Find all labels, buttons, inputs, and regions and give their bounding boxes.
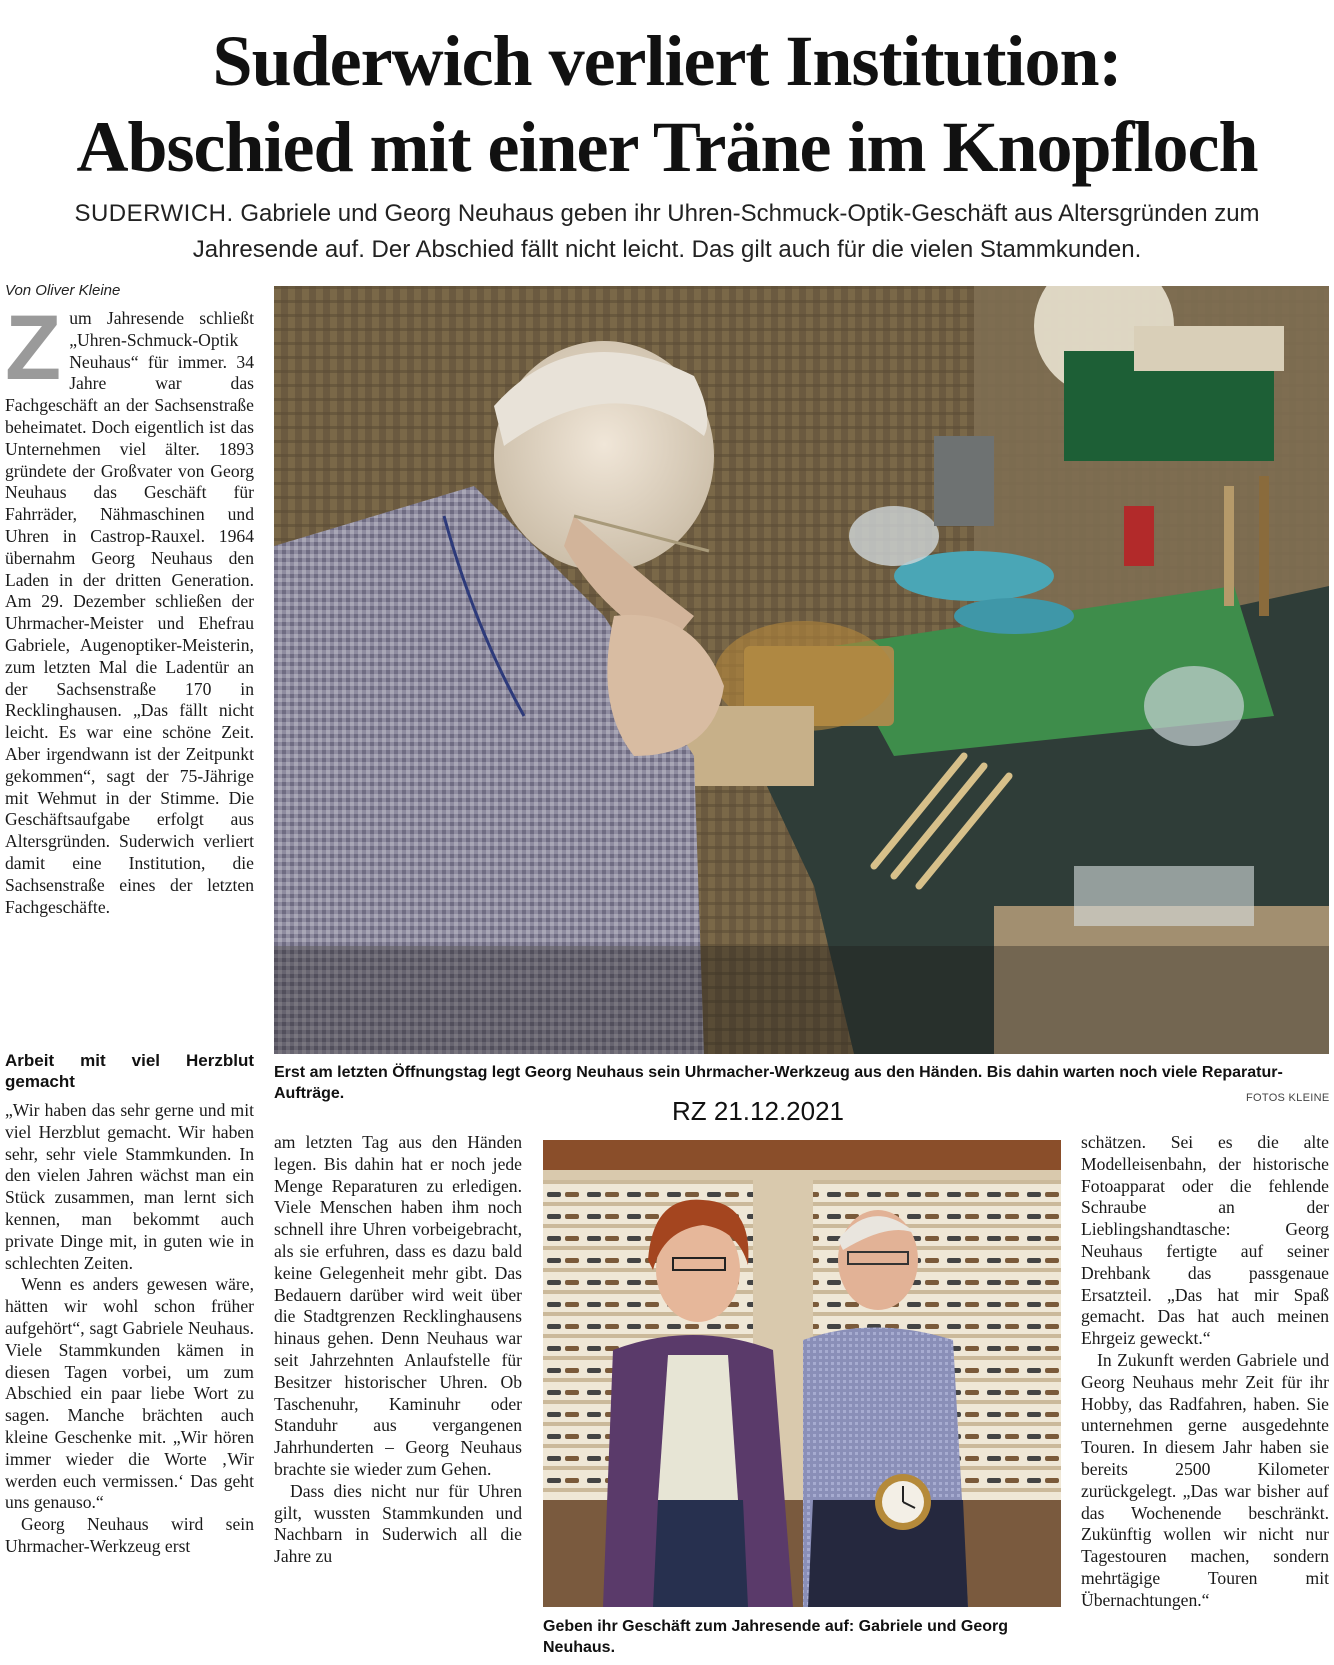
- photo-couple-image: [543, 1140, 1061, 1607]
- teaser-place: SUDERWICH.: [74, 200, 234, 227]
- date-stamp: RZ 21.12.2021: [672, 1096, 845, 1126]
- paragraph: am letzten Tag aus den Händen legen. Bis dahin hat er noch jede Menge Reparaturen zu erledigen. Viele Menschen haben ihm noch schnell ihre Uhren vorbeigebracht, als sie erfuhren, dass es dazu bald keine Gelegenheit mehr gibt. Das Bedauern darüber wird weit über die Stadtgrenzen Recklinghausens hinaus gehen. Denn Neuhaus war seit Jahrzehnten Anlaufstelle für Besitzer historischer Uhren. Ob Taschenuhr, Kaminuhr oder Standuhr aus vergangenen Jahrhunderten – Georg Neuhaus brachte sie wieder zum Gehen.: [274, 1132, 522, 1479]
- byline: Von Oliver Kleine: [5, 282, 121, 299]
- photo-watchmaker-caption: Erst am letzten Öffnungstag legt Georg Neuhaus sein Uhrmacher-Werkzeug aus den Händen. Bis dahin warten noch viele Reparatur-Aufträge.: [274, 1064, 1283, 1102]
- drop-cap: Z: [5, 297, 62, 399]
- headline-line-1: Suderwich verliert Institution:: [212, 21, 1122, 101]
- teaser-text: Gabriele und Georg Neuhaus geben ihr Uhren-Schmuck-Optik-Geschäft aus Altersgründen zum Jahresende auf. Der Abschied fällt nicht leicht. Das gilt auch für die vielen Stammkunden.: [192, 200, 1260, 263]
- article-column-1: [5, 1050, 254, 1558]
- headline: [0, 18, 1334, 190]
- subhead: Arbeit mit viel Herzblut gemacht: [5, 1051, 254, 1091]
- photo-credit: FOTOS KLEINE: [1246, 1092, 1330, 1104]
- paragraph: Dass dies nicht nur für Uhren gilt, wussten Stammkunden und Nachbarn in Suderwich all die Jahre zu: [274, 1480, 522, 1567]
- article-column-2: [274, 1132, 522, 1568]
- paragraph: Georg Neuhaus wird sein Uhrmacher-Werkzeug erst: [5, 1514, 254, 1556]
- photo-couple: [543, 1140, 1061, 1607]
- photo-watchmaker: [274, 286, 1329, 1054]
- photo-watchmaker-image: [274, 286, 1329, 1054]
- photo-couple-caption: Geben ihr Geschäft zum Jahresende auf: Gabriele und Georg Neuhaus.: [543, 1618, 1008, 1656]
- article-column-3: [1081, 1132, 1329, 1612]
- intro-column: [5, 297, 254, 918]
- paragraph: Wenn es anders gewesen wäre, hätten wir wohl schon früher aufgehört“, sagt Gabriele Neuhaus. Viele Stammkunden kämen in diesen Tagen vorbei, um zum Abschied ein paar liebe Wort zu sagen. Manche brächten auch kleine Geschenke mit. „Wir hören immer wieder die Worte ‚Wir werden euch vermissen.‘ Das geht uns genauso.“: [5, 1274, 254, 1513]
- paragraph: In Zukunft werden Gabriele und Georg Neuhaus mehr Zeit für ihr Hobby, das Radfahren, haben. Sie unternehmen gerne ausgedehnte Touren. In diesem Jahr haben sie bereits 2500 Kilometer zurückgelegt. „Das war bisher auf das Wochenende beschränkt. Zukünftig wollen wir nicht nur Tagestouren machen, sondern mehrtägige Touren mit Übernachtungen.“: [1081, 1349, 1329, 1610]
- intro-text: um Jahresende schließt „Uhren-Schmuck-Optik Neuhaus“ für immer. 34 Jahre war das Fachgeschäft an der Sachsenstraße beheimatet. Doch eigentlich ist das Unternehmen viel älter. 1893 gründete der Großvater von Georg Neuhaus das Geschäft für Fahrräder, Nähmaschinen und Uhren in Castrop-Rauxel. 1964 übernahm Georg Neuhaus den Laden in der dritten Generation. Am 29. Dezember schließen der Uhrmacher-Meister und Ehefrau Gabriele, Augenoptiker-Meisterin, zum letzten Mal die Ladentür an der Sachsenstraße 170 in Recklinghausen. „Das fällt nicht leicht. Es war eine schöne Zeit. Aber irgendwann ist der Zeitpunkt gekommen“, sagt der 75-Jährige mit Wehmut in der Stimme. Die Geschäftsaufgabe erfolgt aus Altersgründen. Suderwich verliert damit eine Institution, die Sachsenstraße eines der letzten Fachgeschäfte.: [5, 308, 254, 917]
- paragraph: „Wir haben das sehr gerne und mit viel Herzblut gemacht. Wir haben sehr, sehr viele Stammkunden. In den vielen Jahren wächst man ein Stück zusammen, man lernt sich kennen, man bekommt auch private Dinge mit, in guten wie in schlechten Zeiten.: [5, 1100, 254, 1273]
- paragraph: schätzen. Sei es die alte Modelleisenbahn, der historische Fotoapparat oder die fehlende Schraube an der Lieblingshandtasche: Georg Neuhaus fertigte auf seiner Drehbank das passgenaue Ersatzteil. „Das hat mir Spaß gemacht. Das hat auch meinen Ehrgeiz geweckt.“: [1081, 1132, 1329, 1349]
- teaser: [20, 196, 1314, 268]
- headline-line-2: Abschied mit einer Träne im Knopfloch: [76, 107, 1258, 187]
